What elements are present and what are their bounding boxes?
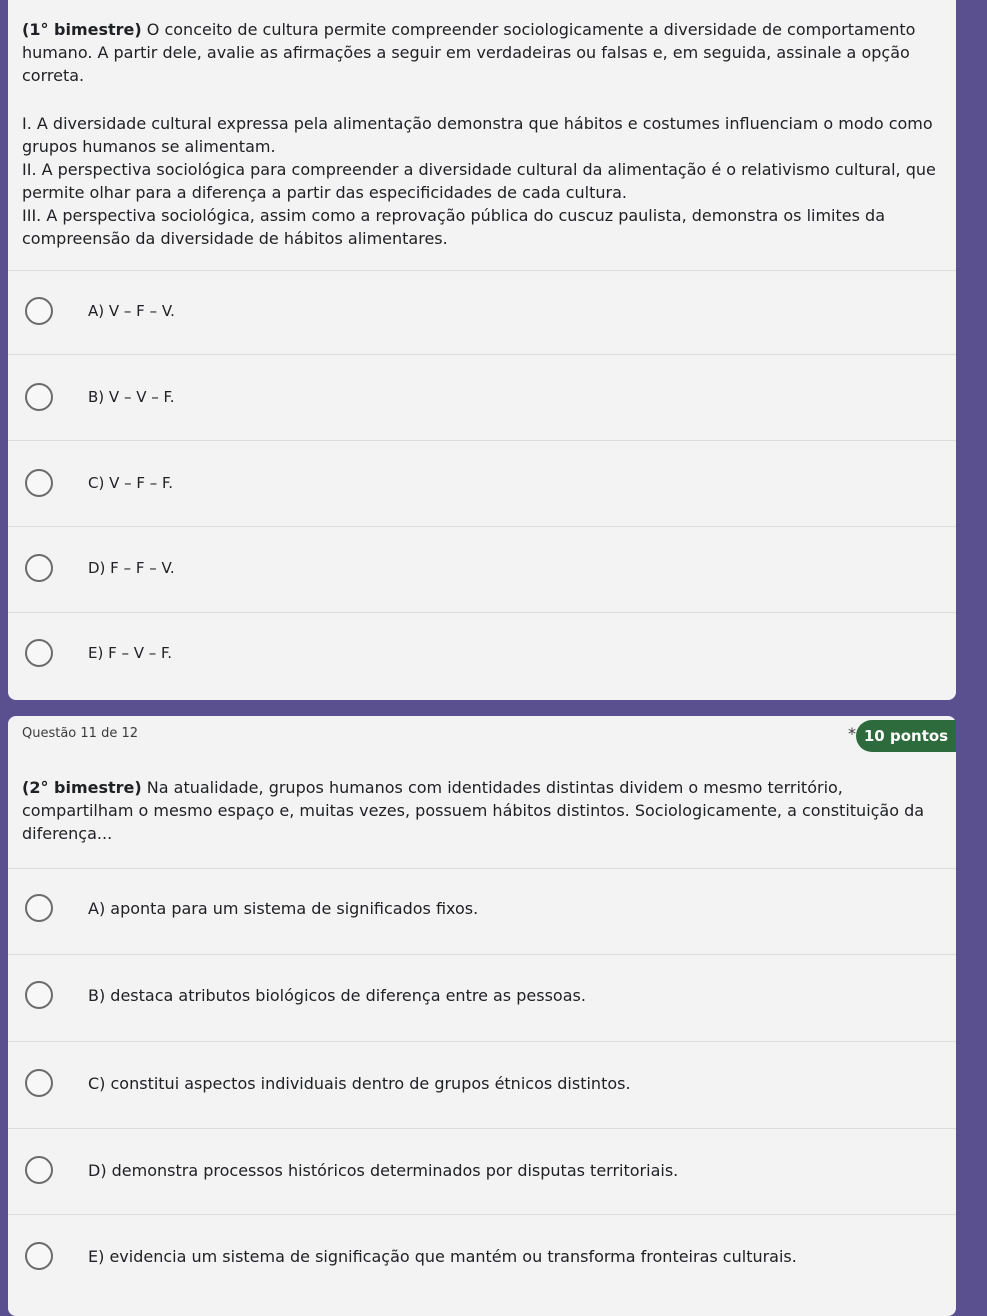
question-10-card — [8, 0, 956, 700]
option-label: E) F – V – F. — [88, 644, 173, 662]
question-10-bimester: (1° bimestre) — [22, 20, 142, 39]
q11-option-c[interactable] — [8, 1063, 956, 1103]
radio-circle-icon[interactable] — [25, 297, 53, 325]
option-label: B) destaca atributos biológicos de diferença entre as pessoas. — [88, 985, 586, 1005]
radio-circle-icon[interactable] — [25, 639, 53, 667]
radio-circle-icon[interactable] — [25, 1069, 53, 1097]
divider — [8, 354, 956, 355]
option-label: E) evidencia um sistema de significação que mantém ou transforma fronteiras culturais. — [88, 1246, 797, 1266]
radio-circle-icon[interactable] — [25, 1156, 53, 1184]
option-label: A) V – F – V. — [88, 302, 175, 320]
radio-circle-icon[interactable] — [25, 554, 53, 582]
divider — [8, 1128, 956, 1129]
q10-option-e[interactable] — [8, 633, 956, 673]
statement-3: III. A perspectiva sociológica, assim como a reprovação pública do cuscuz paulista, demonstra os limites da compreensão da diversidade de hábitos alimentares. — [22, 206, 885, 248]
option-label: D) F – F – V. — [88, 559, 175, 577]
divider — [8, 270, 956, 271]
radio-circle-icon[interactable] — [25, 469, 53, 497]
divider — [8, 612, 956, 613]
option-label: B) V – V – F. — [88, 388, 175, 406]
divider — [8, 440, 956, 441]
q10-option-d[interactable] — [8, 548, 956, 588]
option-label: A) aponta para um sistema de significados fixos. — [88, 898, 479, 918]
divider — [8, 526, 956, 527]
question-11-card — [8, 716, 956, 1316]
radio-circle-icon[interactable] — [25, 383, 53, 411]
question-number: Questão 11 de 12 — [22, 726, 138, 741]
statement-2: II. A perspectiva sociológica para compreender a diversidade cultural da alimentação é o relativismo cultural, que permite olhar para a diferença a partir das especificidades de cada cultura. — [22, 160, 936, 202]
q11-option-e[interactable] — [8, 1236, 956, 1276]
divider — [8, 1214, 956, 1215]
q10-option-b[interactable] — [8, 377, 956, 417]
divider — [8, 868, 956, 869]
q11-option-d[interactable] — [8, 1150, 956, 1190]
required-asterisk: * — [848, 724, 856, 743]
q10-option-a[interactable] — [8, 291, 956, 331]
divider — [8, 954, 956, 955]
option-label: C) V – F – F. — [88, 474, 174, 492]
question-11-bimester: (2° bimestre) — [22, 778, 142, 797]
q11-option-b[interactable] — [8, 975, 956, 1015]
question-10-stem: (1° bimestre) O conceito de cultura permite compreender sociologicamente a diversidade de comportamento humano. A partir dele, avalie as afirmações a seguir em verdadeiras ou falsas e, em seguida, assinale a opção correta. — [22, 20, 916, 85]
option-label: D) demonstra processos históricos determinados por disputas territoriais. — [88, 1160, 679, 1180]
points-badge: 10 pontos — [856, 720, 956, 752]
divider — [8, 1041, 956, 1042]
radio-circle-icon[interactable] — [25, 894, 53, 922]
q10-option-c[interactable] — [8, 463, 956, 503]
radio-circle-icon[interactable] — [25, 1242, 53, 1270]
radio-circle-icon[interactable] — [25, 981, 53, 1009]
question-11-stem: (2° bimestre) Na atualidade, grupos humanos com identidades distintas dividem o mesmo território, compartilham o mesmo espaço e, muitas vezes, possuem hábitos distintos. Sociologicamente, a constituição da diferença... — [22, 778, 925, 843]
q11-option-a[interactable] — [8, 888, 956, 928]
option-label: C) constitui aspectos individuais dentro de grupos étnicos distintos. — [88, 1073, 631, 1093]
statement-1: I. A diversidade cultural expressa pela alimentação demonstra que hábitos e costumes influenciam o modo como grupos humanos se alimentam. — [22, 114, 933, 156]
